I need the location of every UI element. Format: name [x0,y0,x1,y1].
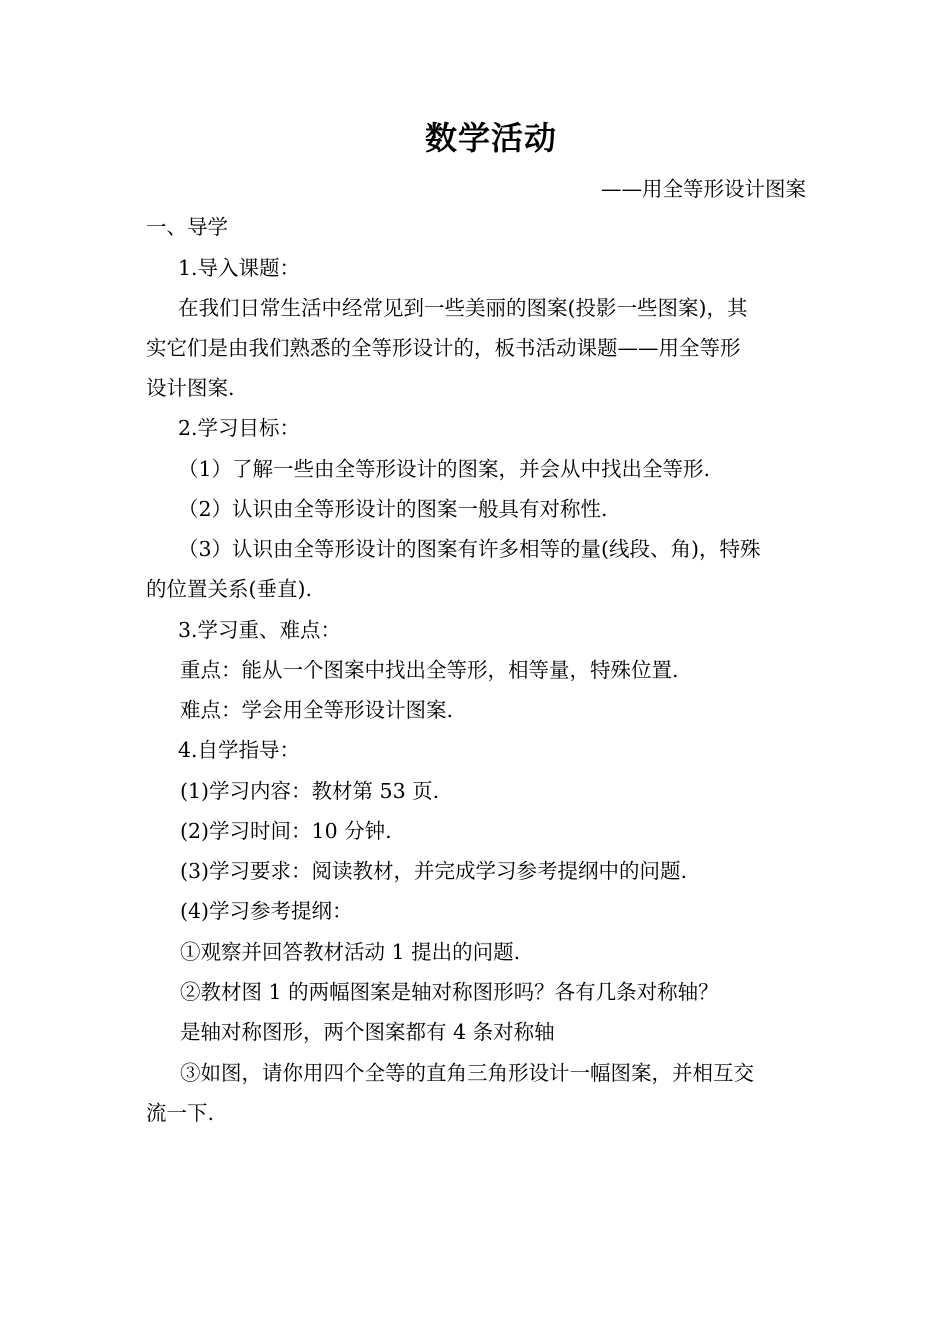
key-point: 重点：能从一个图案中找出全等形，相等量，特殊位置. [180,658,679,682]
guide-item: (4)学习参考提纲： [180,899,353,923]
outline-question: ①观察并回答教材活动 1 提出的问题. [180,940,521,964]
outline-answer: 是轴对称图形，两个图案都有 4 条对称轴 [180,1020,555,1044]
paragraph-line: 设计图案. [146,376,235,400]
goal-item: （2）认识由全等形设计的图案一般具有对称性. [178,497,608,521]
paragraph-line: 实它们是由我们熟悉的全等形设计的，板书活动课题——用全等形 [146,336,741,360]
subheading-guide: 4.自学指导： [178,738,301,762]
outline-question: ③如图，请你用四个全等的直角三角形设计一幅图案，并相互交 [180,1061,754,1085]
goal-item: （3）认识由全等形设计的图案有许多相等的量(线段、角)，特殊 [178,537,761,561]
paragraph-line: 在我们日常生活中经常见到一些美丽的图案(投影一些图案)，其 [178,296,748,320]
guide-item: (1)学习内容：教材第 53 页. [180,779,440,803]
document-title: 数学活动 [424,119,557,157]
subheading-intro: 1.导入课题： [178,256,301,280]
goal-item-continued: 的位置关系(垂直). [146,577,313,601]
goal-item: （1）了解一些由全等形设计的图案，并会从中找出全等形. [178,457,711,481]
subheading-key-points: 3.学习重、难点： [178,618,342,642]
difficult-point: 难点：学会用全等形设计图案. [180,698,454,722]
outline-question: ②教材图 1 的两幅图案是轴对称图形吗？各有几条对称轴？ [180,980,719,1004]
guide-item: (2)学习时间：10 分钟. [180,819,392,843]
outline-question-continued: 流一下. [146,1101,215,1125]
document-subtitle: ——用全等形设计图案 [601,177,806,201]
guide-item: (3)学习要求：阅读教材，并完成学习参考提纲中的问题. [180,859,688,883]
section-heading: 一、导学 [146,215,228,239]
subheading-goals: 2.学习目标： [178,416,301,440]
